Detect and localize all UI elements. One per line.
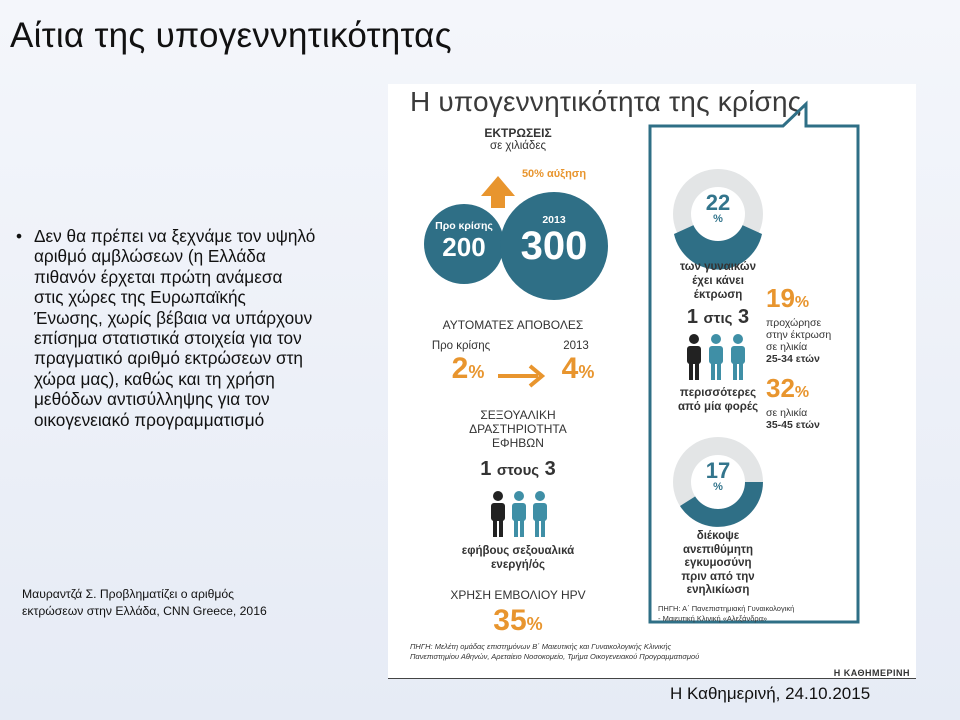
age-group-1: 19% προχώρησε στην έκτρωση σε ηλικία 25-34 ετών <box>766 283 832 365</box>
women-desc: των γυναικών έχει κάνει έκτρωση <box>679 261 756 301</box>
after-value: 300 <box>520 224 588 268</box>
circle-before <box>424 204 504 284</box>
teen-ratio: 1 στους 3 <box>480 458 556 480</box>
infographic-title: Η υπογεννητικότητα της κρίσης <box>410 86 802 117</box>
reference-text: Μαυραντζά Σ. Προβληματίζει ο αριθμός εκτρώσεων στην Ελλάδα, CNN Greece, 2016 <box>22 587 267 618</box>
miscarriages-after-label: 2013 <box>563 340 589 352</box>
age-group-2: 32% σε ηλικία 35-45 ετών <box>766 373 820 431</box>
slide-title: Αίτια της υπογεννητικότητας <box>10 16 452 55</box>
source-caption: Η Καθημερινή, 24.10.2015 <box>670 684 871 703</box>
miscarriages-heading: ΑΥΤΟΜΑΤΕΣ ΑΠΟΒΟΛΕΣ <box>442 318 584 332</box>
abortions-subheading: σε χιλιάδες <box>489 140 547 152</box>
teen-desc: εφήβους σεξουαλικά ενεργή/ός <box>461 545 575 571</box>
bullet-icon: • <box>16 226 23 246</box>
teen-heading: ΣΕΞΟΥΑΛΙΚΗ ΔΡΑΣΤΗΡΙΟΤΗΤΑ ΕΦΗΒΩΝ <box>469 408 567 450</box>
interrupted-desc: διέκοψε ανεπιθύμητη εγκυμοσύνη πριν από την ενηλικίωση <box>681 530 755 596</box>
increase-label: 50% αύξηση <box>521 168 587 180</box>
hpv-heading: ΧΡΗΣΗ ΕΜΒΟΛΙΟΥ HPV <box>450 588 586 602</box>
miscarriages-before-value: 2% <box>451 352 485 385</box>
women-ratio: 1 στις 3 <box>686 306 750 328</box>
women-more: περισσότερες από μία φορές <box>677 387 759 413</box>
hpv-value: 35% <box>493 604 543 637</box>
circle-after <box>500 192 608 300</box>
abortions-heading: ΕΚΤΡΩΣΕΙΣ <box>484 126 552 140</box>
bullet-list <box>16 226 316 430</box>
footnote: ΠΗΓΗ: Μελέτη ομάδας επιστημόνων Β΄ Μαιευτικής και Γυναικολογικής Κλινικής Πανεπιστημίου Αθηνών, Αρεταίειο Νοσοκομείο, Τμήμα Οικογενειακού Προγραμματισμού <box>410 642 700 661</box>
interrupted-pct: 17 % <box>705 458 731 493</box>
source-right: ΠΗΓΗ: Α΄ Πανεπιστημιακή Γυναικολογική - Μαιευτική Κλινική «Αλεξάνδρα» <box>658 604 795 623</box>
people-icon-group-women <box>687 334 745 380</box>
right-arrow-icon <box>498 366 542 386</box>
miscarriages-after-value: 4% <box>561 352 595 385</box>
women-pct: 22 % <box>705 190 731 225</box>
before-value: 200 <box>442 232 486 262</box>
after-label: 2013 <box>542 214 566 226</box>
up-arrow-icon <box>481 176 515 208</box>
before-label: Προ κρίσης <box>435 220 493 232</box>
bullet-text: Δεν θα πρέπει να ξεχνάμε τον υψηλό αριθμό αμβλώσεων (η Ελλάδα πιθανόν έρχεται πρώτη ανάμεσα στις χώρες της Ευρωπαϊκής Ένωσης, χωρίς βέβαια να υπάρχουν επίσημα στατιστικά στοιχεία για τον πραγματικό αριθμό εκτρώσεων στη χώρα μας), καθώς και τη χρήση μεθόδων αντισύλληψης για τον οικογενειακό προγραμματισμό <box>34 226 316 430</box>
people-icon-group-teens <box>491 491 547 537</box>
miscarriages-before-label: Προ κρίσης <box>431 340 491 352</box>
infographic <box>388 84 916 679</box>
brand-logo: Η ΚΑΘΗΜΕΡΙΝΗ <box>833 668 910 678</box>
